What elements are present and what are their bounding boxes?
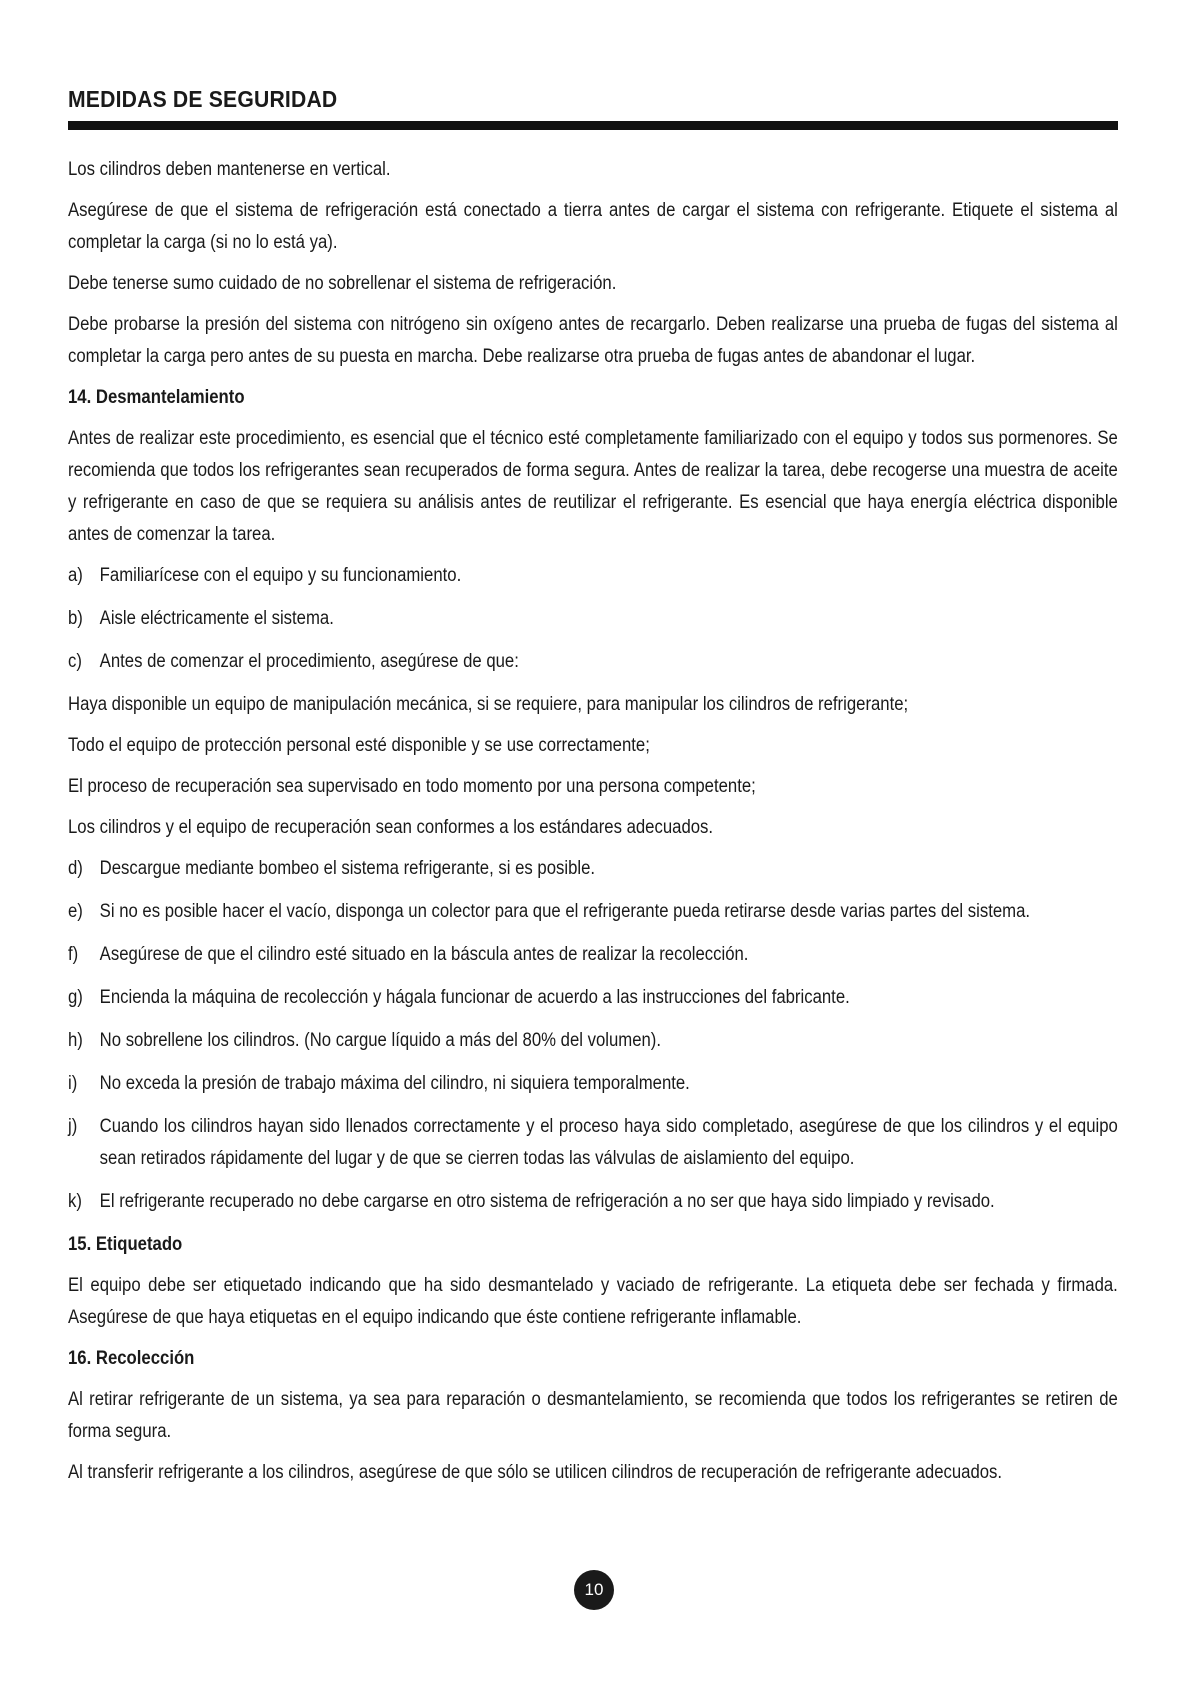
- list-item-text: El refrigerante recuperado no debe cargarse en otro sistema de refrigeración a no ser que haya sido limpiado y revisado.: [99, 1191, 995, 1212]
- section-14-paragraph: Antes de realizar este procedimiento, es esencial que el técnico esté completamente familiarizado con el equipo y todos sus pormenores. Se recomienda que todos los refrigerantes sean recuperados de forma segura. Antes de realizar la tarea, debe recogerse una muestra de aceite y refrigerante en caso de que se requiera su análisis antes de reutilizar el refrigerante. Es esencial que haya energía eléctrica disponible antes de comenzar la tarea.: [68, 428, 1118, 545]
- list-item-label: d): [68, 858, 83, 879]
- intro-paragraph: Los cilindros deben mantenerse en vertical.: [68, 159, 391, 180]
- check-item: Los cilindros y el equipo de recuperación sean conformes a los estándares adecuados.: [68, 817, 714, 838]
- list-item-label: j): [68, 1116, 78, 1137]
- list-item-label: f): [68, 944, 79, 965]
- list-item-label: b): [68, 608, 83, 629]
- list-item-label: c): [68, 651, 82, 672]
- list-item-text: No sobrellene los cilindros. (No cargue líquido a más del 80% del volumen).: [99, 1030, 662, 1051]
- list-item-text: Asegúrese de que el cilindro esté situado en la báscula antes de realizar la recolección.: [99, 944, 749, 965]
- document-body: [68, 154, 1118, 1498]
- list-item: [68, 939, 1118, 971]
- header-divider: [68, 121, 1118, 130]
- list-item-text: Aisle eléctricamente el sistema.: [99, 608, 334, 629]
- list-item: [68, 982, 1118, 1014]
- list-item: [68, 603, 1118, 635]
- list-item: [68, 646, 1118, 678]
- section-16-paragraph: Al retirar refrigerante de un sistema, ya sea para reparación o desmantelamiento, se recomienda que todos los refrigerantes se retiren de forma segura.: [68, 1389, 1118, 1442]
- list-item: [68, 1186, 1118, 1218]
- list-item: [68, 896, 1118, 928]
- list-item: [68, 1068, 1118, 1100]
- check-item: Todo el equipo de protección personal esté disponible y se use correctamente;: [68, 735, 650, 756]
- list-item-text: Antes de comenzar el procedimiento, asegúrese de que:: [99, 651, 519, 672]
- check-item: Haya disponible un equipo de manipulación mecánica, si se requiere, para manipular los cilindros de refrigerante;: [68, 694, 909, 715]
- list-item: [68, 1025, 1118, 1057]
- list-item-text: Encienda la máquina de recolección y hágala funcionar de acuerdo a las instrucciones del fabricante.: [99, 987, 850, 1008]
- list-item: [68, 1111, 1118, 1175]
- list-item-label: g): [68, 987, 83, 1008]
- list-item-label: k): [68, 1191, 82, 1212]
- section-14-heading: 14. Desmantelamiento: [68, 387, 245, 408]
- list-item-text: Descargue mediante bombeo el sistema refrigerante, si es posible.: [99, 858, 596, 879]
- list-item-label: e): [68, 901, 83, 922]
- section-16-paragraph: Al transferir refrigerante a los cilindros, asegúrese de que sólo se utilicen cilindros de recuperación de refrigerante adecuados.: [68, 1462, 1003, 1483]
- list-item-text: Si no es posible hacer el vacío, disponga un colector para que el refrigerante pueda retirarse desde varias partes del sistema.: [99, 901, 1031, 922]
- section-15-paragraph: El equipo debe ser etiquetado indicando que ha sido desmantelado y vaciado de refrigerante. La etiqueta debe ser fechada y firmada. Asegúrese de que haya etiquetas en el equipo indicando que éste contiene refrigerante inflamable.: [68, 1275, 1118, 1328]
- list-item-label: i): [68, 1073, 78, 1094]
- list-item-label: h): [68, 1030, 83, 1051]
- intro-paragraph: Asegúrese de que el sistema de refrigeración está conectado a tierra antes de cargar el sistema con refrigerante. Etiquete el sistema al completar la carga (si no lo está ya).: [68, 200, 1118, 253]
- list-item: [68, 853, 1118, 885]
- list-item-label: a): [68, 565, 83, 586]
- page-number-badge: 10: [574, 1570, 614, 1610]
- list-item-text: No exceda la presión de trabajo máxima del cilindro, ni siquiera temporalmente.: [99, 1073, 690, 1094]
- intro-paragraph: Debe probarse la presión del sistema con nitrógeno sin oxígeno antes de recargarlo. Deben realizarse una prueba de fugas del sistema al completar la carga pero antes de su puesta en marcha. Debe realizarse otra prueba de fugas antes de abandonar el lugar.: [68, 314, 1118, 367]
- list-item-text: Familiarícese con el equipo y su funcionamiento.: [99, 565, 462, 586]
- check-item: El proceso de recuperación sea supervisado en todo momento por una persona competente;: [68, 776, 756, 797]
- list-item-text: Cuando los cilindros hayan sido llenados correctamente y el proceso haya sido completado, asegúrese de que los cilindros y el equipo sean retirados rápidamente del lugar y de que se cierren todas las válvulas de aislamiento del equipo.: [99, 1116, 1118, 1169]
- intro-paragraph: Debe tenerse sumo cuidado de no sobrellenar el sistema de refrigeración.: [68, 273, 617, 294]
- list-item: [68, 560, 1118, 592]
- page-title: MEDIDAS DE SEGURIDAD: [68, 86, 338, 112]
- section-16-heading: 16. Recolección: [68, 1348, 195, 1369]
- section-15-heading: 15. Etiquetado: [68, 1234, 183, 1255]
